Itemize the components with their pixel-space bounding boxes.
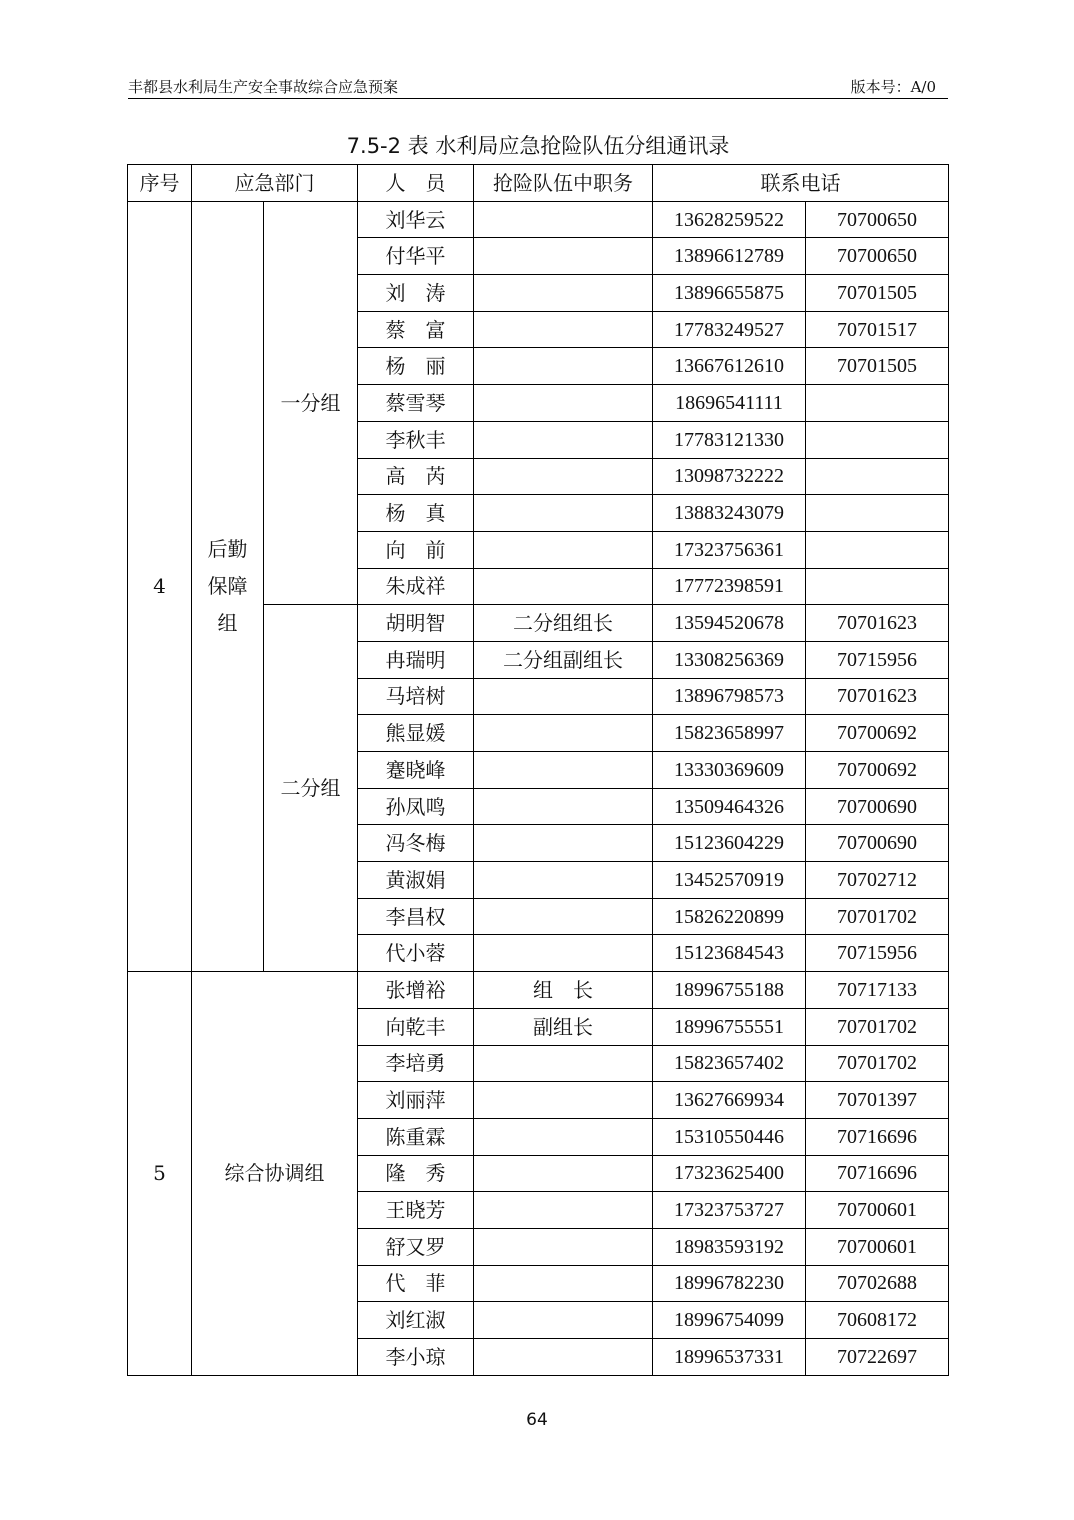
member-role xyxy=(474,568,653,605)
member-extension xyxy=(806,458,949,495)
member-extension: 70700601 xyxy=(806,1228,949,1265)
member-extension: 70717133 xyxy=(806,972,949,1009)
document-title: 丰都县水利局生产安全事故综合应急预案 xyxy=(128,78,399,96)
member-name: 熊显媛 xyxy=(358,715,474,752)
member-extension: 70700650 xyxy=(806,238,949,275)
member-name: 王晓芳 xyxy=(358,1192,474,1229)
group-dept xyxy=(192,201,264,971)
member-extension: 70700692 xyxy=(806,715,949,752)
member-name: 付华平 xyxy=(358,238,474,275)
member-name: 蹇晓峰 xyxy=(358,752,474,789)
member-role xyxy=(474,1228,653,1265)
group-dept-line: 综合协调组 xyxy=(224,1160,325,1185)
contact-table xyxy=(127,164,949,1376)
member-phone: 18996755188 xyxy=(653,972,806,1009)
member-role xyxy=(474,1082,653,1119)
group-dept xyxy=(192,972,358,1376)
member-extension: 70701623 xyxy=(806,605,949,642)
member-extension: 70701702 xyxy=(806,898,949,935)
member-extension: 70701397 xyxy=(806,1082,949,1119)
member-name: 孙凤鸣 xyxy=(358,788,474,825)
table-title: 7.5-2 表 水利局应急抢险队伍分组通讯录 xyxy=(346,134,730,158)
member-phone: 13509464326 xyxy=(653,788,806,825)
member-role xyxy=(474,715,653,752)
table-row xyxy=(128,972,949,1009)
member-role: 组 长 xyxy=(474,972,653,1009)
subgroup-name: 一分组 xyxy=(264,201,358,605)
page-number: 64 xyxy=(526,1410,548,1430)
member-phone: 13627669934 xyxy=(653,1082,806,1119)
member-extension: 70700650 xyxy=(806,201,949,238)
member-role xyxy=(474,495,653,532)
member-phone: 18983593192 xyxy=(653,1228,806,1265)
header-seq: 序号 xyxy=(128,165,192,202)
member-role xyxy=(474,825,653,862)
member-extension: 70702712 xyxy=(806,862,949,899)
member-phone: 13452570919 xyxy=(653,862,806,899)
member-phone: 18996537331 xyxy=(653,1339,806,1376)
member-name: 蔡雪琴 xyxy=(358,385,474,422)
member-name: 朱成祥 xyxy=(358,568,474,605)
group-seq: 4 xyxy=(128,201,192,971)
member-name: 向 前 xyxy=(358,531,474,568)
member-role xyxy=(474,348,653,385)
member-phone: 13308256369 xyxy=(653,641,806,678)
member-phone: 13667612610 xyxy=(653,348,806,385)
member-phone: 18996782230 xyxy=(653,1265,806,1302)
member-role xyxy=(474,1155,653,1192)
member-phone: 13098732222 xyxy=(653,458,806,495)
group-dept-line: 后勤 xyxy=(207,536,248,561)
member-role xyxy=(474,1192,653,1229)
member-phone: 17323753727 xyxy=(653,1192,806,1229)
member-name: 李秋丰 xyxy=(358,421,474,458)
member-phone: 17772398591 xyxy=(653,568,806,605)
member-extension: 70701623 xyxy=(806,678,949,715)
member-phone: 13628259522 xyxy=(653,201,806,238)
member-extension: 70700692 xyxy=(806,752,949,789)
member-name: 黄淑娟 xyxy=(358,862,474,899)
member-name: 张增裕 xyxy=(358,972,474,1009)
member-name: 代小蓉 xyxy=(358,935,474,972)
member-role xyxy=(474,1339,653,1376)
member-name: 刘红淑 xyxy=(358,1302,474,1339)
member-phone: 18996754099 xyxy=(653,1302,806,1339)
member-phone: 15823657402 xyxy=(653,1045,806,1082)
member-phone: 15310550446 xyxy=(653,1118,806,1155)
member-role xyxy=(474,275,653,312)
member-phone: 13883243079 xyxy=(653,495,806,532)
member-name: 代 菲 xyxy=(358,1265,474,1302)
member-phone: 13896798573 xyxy=(653,678,806,715)
member-extension xyxy=(806,385,949,422)
member-name: 刘丽萍 xyxy=(358,1082,474,1119)
member-name: 李小琼 xyxy=(358,1339,474,1376)
member-extension: 70701505 xyxy=(806,275,949,312)
member-phone: 15823658997 xyxy=(653,715,806,752)
member-phone: 18996755551 xyxy=(653,1008,806,1045)
member-role xyxy=(474,935,653,972)
member-role xyxy=(474,531,653,568)
member-extension xyxy=(806,421,949,458)
member-name: 冉瑞明 xyxy=(358,641,474,678)
member-phone: 17783249527 xyxy=(653,311,806,348)
member-extension: 70715956 xyxy=(806,641,949,678)
subgroup-name: 二分组 xyxy=(264,605,358,972)
member-extension: 70715956 xyxy=(806,935,949,972)
member-phone: 13330369609 xyxy=(653,752,806,789)
member-extension: 70608172 xyxy=(806,1302,949,1339)
page-header xyxy=(128,74,948,99)
member-extension: 70700601 xyxy=(806,1192,949,1229)
member-phone: 13594520678 xyxy=(653,605,806,642)
member-name: 刘 涛 xyxy=(358,275,474,312)
member-extension: 70716696 xyxy=(806,1118,949,1155)
member-extension: 70701505 xyxy=(806,348,949,385)
member-extension xyxy=(806,495,949,532)
member-name: 马培树 xyxy=(358,678,474,715)
member-name: 杨 真 xyxy=(358,495,474,532)
group-seq: 5 xyxy=(128,972,192,1376)
member-phone: 17323756361 xyxy=(653,531,806,568)
member-role xyxy=(474,678,653,715)
member-extension: 70700690 xyxy=(806,788,949,825)
member-extension: 70702688 xyxy=(806,1265,949,1302)
member-phone: 15826220899 xyxy=(653,898,806,935)
member-role xyxy=(474,1118,653,1155)
member-phone: 17323625400 xyxy=(653,1155,806,1192)
member-name: 舒又罗 xyxy=(358,1228,474,1265)
group-dept-line: 组 xyxy=(217,610,238,635)
member-extension xyxy=(806,531,949,568)
table-header-row xyxy=(128,165,949,202)
member-role xyxy=(474,238,653,275)
member-name: 李培勇 xyxy=(358,1045,474,1082)
table-row xyxy=(128,201,949,238)
member-extension: 70701702 xyxy=(806,1008,949,1045)
member-name: 向乾丰 xyxy=(358,1008,474,1045)
member-extension: 70701517 xyxy=(806,311,949,348)
header-role: 抢险队伍中职务 xyxy=(474,165,653,202)
member-name: 胡明智 xyxy=(358,605,474,642)
member-name: 隆 秀 xyxy=(358,1155,474,1192)
member-name: 李昌权 xyxy=(358,898,474,935)
member-name: 蔡 富 xyxy=(358,311,474,348)
member-name: 冯冬梅 xyxy=(358,825,474,862)
group-dept-line: 保障 xyxy=(207,573,248,598)
member-phone: 17783121330 xyxy=(653,421,806,458)
member-role xyxy=(474,788,653,825)
member-extension xyxy=(806,568,949,605)
member-role xyxy=(474,1265,653,1302)
member-phone: 15123604229 xyxy=(653,825,806,862)
member-extension: 70716696 xyxy=(806,1155,949,1192)
member-extension: 70722697 xyxy=(806,1339,949,1376)
member-name: 高 芮 xyxy=(358,458,474,495)
header-person: 人 员 xyxy=(358,165,474,202)
member-role xyxy=(474,458,653,495)
header-contact: 联系电话 xyxy=(653,165,949,202)
member-phone: 15123684543 xyxy=(653,935,806,972)
member-role xyxy=(474,311,653,348)
header-dept: 应急部门 xyxy=(192,165,358,202)
member-role xyxy=(474,752,653,789)
member-role xyxy=(474,898,653,935)
member-role: 副组长 xyxy=(474,1008,653,1045)
version-label: 版本号：A/0 xyxy=(850,78,936,96)
member-role xyxy=(474,385,653,422)
member-phone: 13896655875 xyxy=(653,275,806,312)
member-extension: 70701702 xyxy=(806,1045,949,1082)
member-phone: 13896612789 xyxy=(653,238,806,275)
member-role xyxy=(474,1045,653,1082)
member-phone: 18696541111 xyxy=(653,385,806,422)
member-role xyxy=(474,1302,653,1339)
member-name: 陈重霖 xyxy=(358,1118,474,1155)
member-role: 二分组组长 xyxy=(474,605,653,642)
member-role xyxy=(474,862,653,899)
member-role xyxy=(474,421,653,458)
member-role: 二分组副组长 xyxy=(474,641,653,678)
member-name: 杨 丽 xyxy=(358,348,474,385)
member-extension: 70700690 xyxy=(806,825,949,862)
member-role xyxy=(474,201,653,238)
member-name: 刘华云 xyxy=(358,201,474,238)
